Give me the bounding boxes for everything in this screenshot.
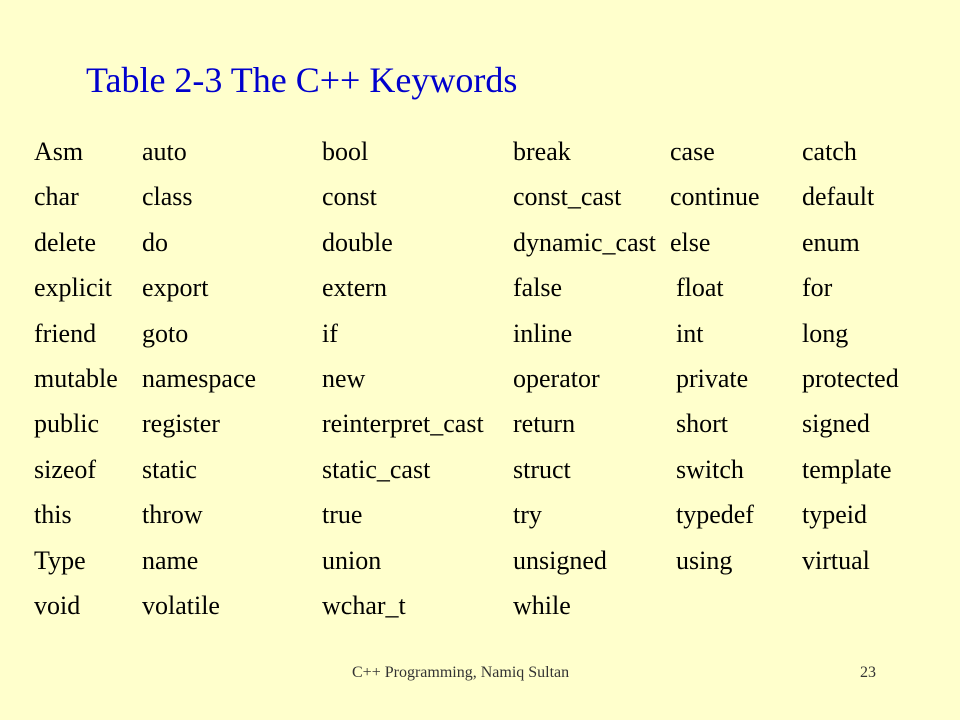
keyword-cell: static [142, 454, 197, 484]
keyword-cell: throw [142, 500, 203, 530]
keyword-cell: switch [676, 454, 744, 484]
table-row [34, 270, 934, 315]
keyword-cell: register [142, 409, 220, 439]
keyword-cell: wchar_t [322, 590, 406, 620]
keyword-cell: static_cast [322, 454, 431, 484]
keyword-cell: const [322, 182, 377, 212]
keyword-cell: true [322, 500, 363, 530]
table-row [34, 543, 934, 588]
keyword-cell: explicit [34, 273, 112, 303]
keyword-cell: mutable [34, 363, 118, 393]
keyword-cell: void [34, 590, 81, 620]
keyword-cell: do [142, 227, 168, 257]
keyword-cell: union [322, 545, 382, 575]
keyword-cell: private [676, 363, 749, 393]
table-row [34, 179, 934, 224]
keyword-cell: long [802, 318, 849, 348]
keyword-cell: for [802, 273, 833, 303]
keyword-cell: Asm [34, 137, 84, 166]
footer-credit: C++ Programming, Namiq Sultan [352, 664, 570, 681]
keyword-cell: float [676, 273, 724, 303]
table-row [34, 406, 934, 451]
keyword-cell: signed [802, 409, 870, 439]
keyword-cell: break [513, 137, 571, 166]
keyword-cell: while [513, 590, 571, 620]
table-row [34, 225, 934, 270]
keyword-cell: extern [322, 273, 387, 303]
keyword-cell: export [142, 273, 209, 303]
keyword-cell: auto [142, 137, 187, 166]
keyword-cell: bool [322, 137, 369, 166]
keyword-cell: else [670, 227, 711, 257]
keyword-cell: default [802, 182, 875, 212]
keyword-cell: catch [802, 137, 857, 166]
keyword-cell: struct [513, 454, 571, 484]
keyword-cell: virtual [802, 545, 870, 575]
keyword-cell: operator [513, 363, 600, 393]
keyword-cell: new [322, 363, 366, 393]
table-row [34, 134, 934, 179]
keyword-cell: goto [142, 318, 189, 348]
table-row [34, 316, 934, 361]
keyword-cell: using [676, 545, 733, 575]
keyword-cell: public [34, 409, 99, 439]
table-row [34, 588, 934, 633]
keyword-cell: namespace [142, 363, 257, 393]
keyword-cell: typedef [676, 500, 754, 530]
keyword-cell: return [513, 409, 576, 439]
keyword-cell: inline [513, 318, 573, 348]
keyword-table [34, 134, 934, 633]
keyword-cell: dynamic_cast [513, 227, 656, 257]
keyword-cell: unsigned [513, 545, 607, 575]
page-number: 23 [860, 664, 876, 681]
keyword-cell: this [34, 500, 72, 530]
keyword-cell: sizeof [34, 454, 97, 484]
keyword-cell: case [670, 137, 715, 166]
keyword-cell: protected [802, 363, 899, 393]
keyword-cell: short [676, 409, 728, 439]
keyword-cell: Type [34, 545, 86, 575]
keyword-cell: typeid [802, 500, 867, 530]
keyword-cell: enum [802, 227, 860, 257]
keyword-cell: try [513, 500, 542, 530]
keyword-cell: template [802, 454, 892, 484]
keyword-cell: if [322, 318, 338, 348]
keyword-cell: class [142, 182, 193, 212]
keyword-cell: name [142, 545, 199, 575]
keyword-cell: int [676, 318, 704, 348]
keyword-cell: friend [34, 318, 97, 348]
slide-title: Table 2-3 The C++ Keywords [86, 60, 518, 100]
keyword-cell: continue [670, 182, 760, 212]
keyword-cell: delete [34, 227, 97, 257]
keyword-cell: reinterpret_cast [322, 409, 484, 439]
keyword-cell: double [322, 227, 393, 257]
keyword-cell: volatile [142, 590, 220, 620]
keyword-cell: false [513, 273, 563, 303]
keyword-cell: char [34, 182, 79, 212]
keyword-cell: const_cast [513, 182, 622, 212]
table-row [34, 361, 934, 406]
table-row [34, 497, 934, 542]
table-row [34, 452, 934, 497]
